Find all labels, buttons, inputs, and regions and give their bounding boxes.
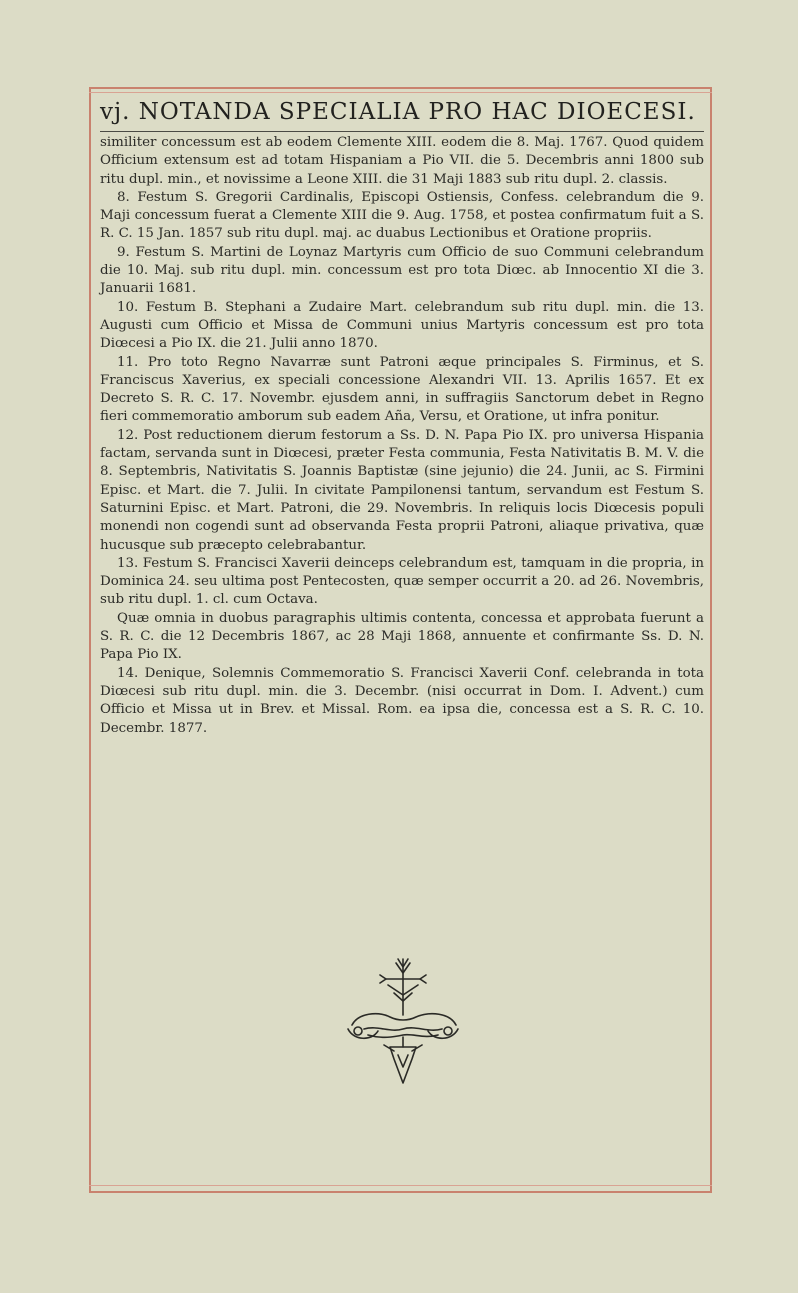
border-inner-top-line [89, 92, 712, 93]
paragraph-9: 9. Festum S. Martini de Loynaz Martyris cum Officio de suo Communi celebrandum die 10. Maj. sub ritu dupl. min. concessum est pro tota Diœc. ab Innocentio XI die 3. Januarii 1681. [100, 244, 704, 297]
paragraph-10: 10. Festum B. Stephani a Zudaire Mart. celebrandum sub ritu dupl. min. die 13. Augusti cum Officio et Missa de Communi unius Martyris concessum est pro tota Diœcesi a Pio IX. die 21. Julii anno 1870. [100, 299, 704, 352]
body-text [100, 134, 704, 738]
paragraph-continuation: similiter concessum est ab eodem Clemente XIII. eodem die 8. Maj. 1767. Quod quidem Officium extensum est ad totam Hispaniam a Pio VII. die 5. Decembris anni 1800 sub ritu dupl. min., et novissime a Leone XIII. die 31 Maji 1883 sub ritu dupl. 2. classis. [100, 135, 704, 187]
paragraph-approbation: Quæ omnia in duobus paragraphis ultimis contenta, concessa et approbata fuerunt a S. R. C. die 12 Decembris 1867, ac 28 Maji 1868, annuente et confirmante Ss. D. N. Papa Pio IX. [100, 610, 704, 663]
border-inner-bottom-line [89, 1185, 712, 1186]
paragraph-13: 13. Festum S. Francisci Xaverii deinceps celebrandum est, tamquam in die propria, in Dominica 24. seu ultima post Pentecosten, quæ semper occurrit a 20. ad 26. Novembris, sub ritu dupl. 1. cl. cum Octava. [100, 555, 704, 608]
paragraph-12: 12. Post reductionem dierum festorum a Ss. D. N. Papa Pio IX. pro universa Hispania factam, servanda sunt in Diœcesi, præter Festa communia, Festa Nativitatis B. M. V. die 8. Septembris, Nativitatis S. Joannis Baptistæ (sine jejunio) die 24. Junii, ac S. Firmini Episc. et Mart. die 7. Julii. In civitate Pampilonensi tantum, servandum est Festum S. Saturnini Episc. et Mart. Patroni, die 29. Novembris. In reliquis locis Diœcesis populi monendi non cogendi sunt ad observanda Festa proprii Patroni, aliaque privativa, quæ hucusque sub præcepto celebrabantur. [100, 427, 704, 553]
header-rule [100, 131, 704, 132]
fleuron-cross-ornament-icon [338, 955, 468, 1090]
page-header: vj. NOTANDA SPECIALIA PRO HAC DIOECESI. [100, 99, 696, 125]
paragraph-11: 11. Pro toto Regno Navarræ sunt Patroni æque principales S. Firminus, et S. Franciscus Xaverius, ex speciali concessione Alexandri VII. 13. Aprilis 1657. Et ex Decreto S. R. C. 17. Novembr. ejusdem anni, in suffragiis Sanctorum debet in Regno fieri commemoratio amborum sub eadem Añа, Versu, et Oratione, ut infra ponitur. [100, 354, 704, 425]
paragraph-8: 8. Festum S. Gregorii Cardinalis, Episcopi Ostiensis, Confess. celebrandum die 9. Maji concessum fuerat a Clemente XIII die 9. Aug. 1758, et postea confirmatum fuit a S. R. C. 15 Jan. 1857 sub ritu dupl. maj. ac duabus Lectionibus et Oratione propriis. [100, 189, 704, 242]
paragraph-14: 14. Denique, Solemnis Commemoratio S. Francisci Xaverii Conf. celebranda in tota Diœcesi sub ritu dupl. min. die 3. Decembr. (nisi occurrat in Dom. I. Advent.) cum Officio et Missa ut in Brev. et Missal. Rom. ea ipsa die, concessa est a S. R. C. 10. Decembr. 1877. [100, 665, 704, 736]
